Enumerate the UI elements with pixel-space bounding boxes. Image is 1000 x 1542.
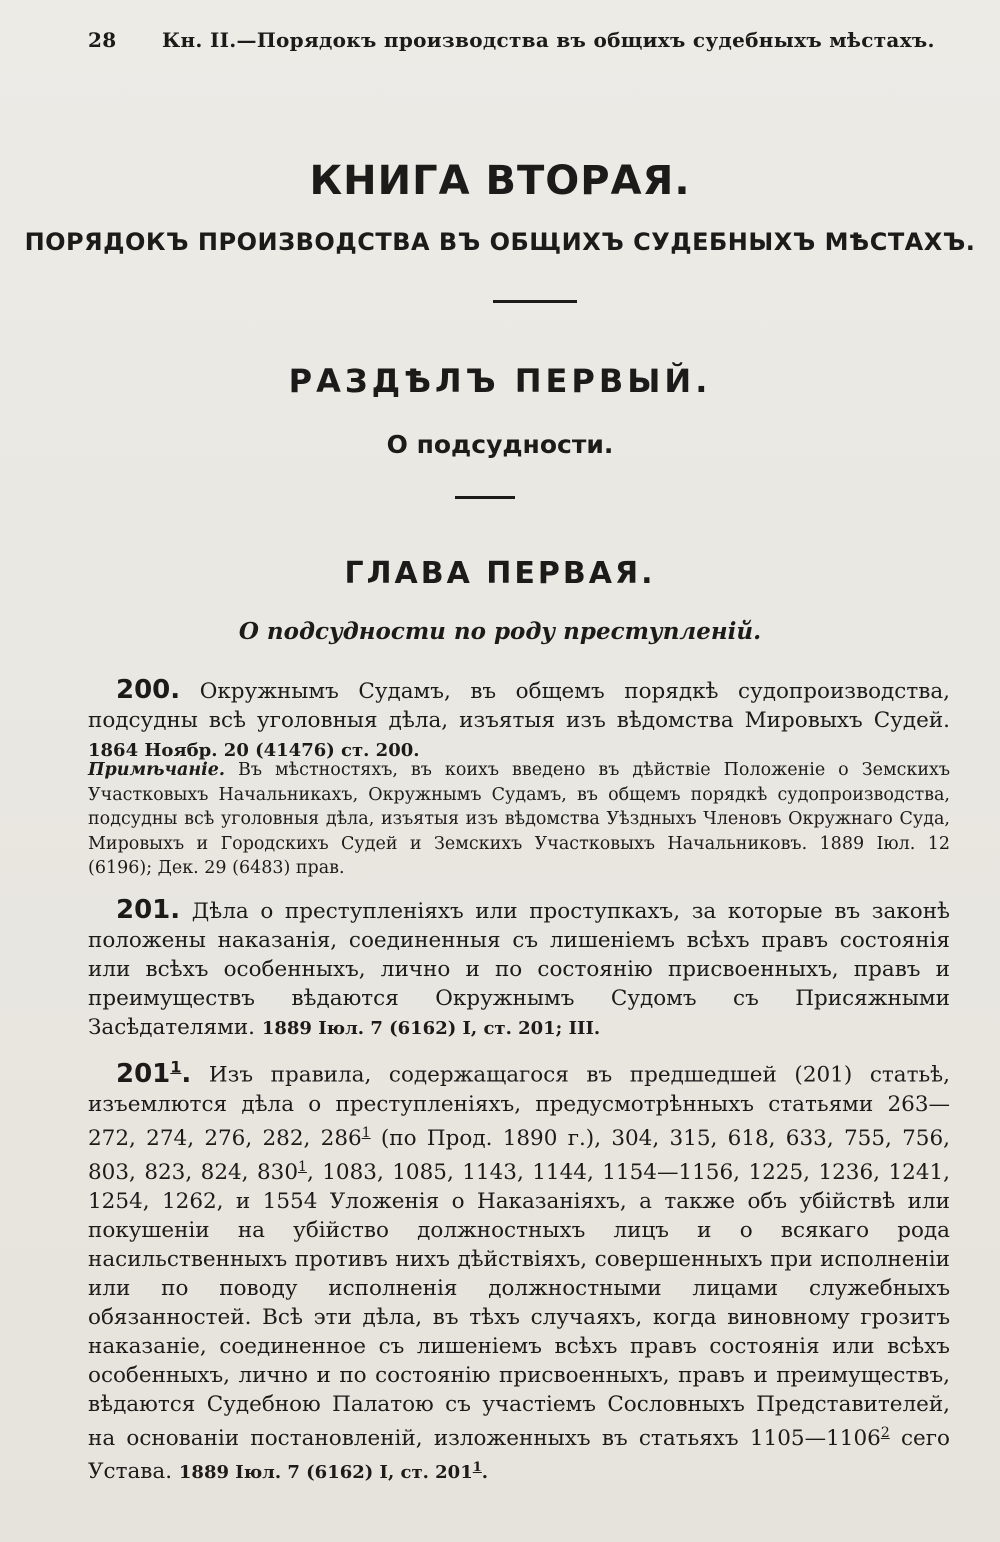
article-superscript-a: 1 <box>361 1124 371 1141</box>
article-text-d: сего Устава. <box>88 1426 950 1485</box>
running-head <box>88 28 935 52</box>
article-number: 200. <box>116 675 181 705</box>
note-200 <box>88 758 950 881</box>
article-number-superscript: 1 <box>170 1057 182 1076</box>
section-subtitle: О подсудности. <box>386 430 614 459</box>
article-superscript-b: 1 <box>298 1158 307 1175</box>
article-201-1 <box>88 1052 950 1487</box>
divider-rule <box>493 300 577 303</box>
citation-superscript: 1 <box>472 1460 482 1476</box>
book-subtitle: ПОРЯДОКЪ ПРОИЗВОДСТВА ВЪ ОБЩИХЪ СУДЕБНЫХЪ МѢСТАХЪ. <box>24 228 976 256</box>
section-title: РАЗДѢЛЪ ПЕРВЫЙ. <box>288 362 712 400</box>
article-superscript-c: 2 <box>880 1424 890 1441</box>
note-citation: 1889 Іюл. 12 (6196); Дек. 29 (6483) прав. <box>88 833 950 878</box>
divider-rule <box>455 496 515 499</box>
chapter-title: ГЛАВА ПЕРВАЯ. <box>344 556 656 591</box>
book-title: КНИГА ВТОРАЯ. <box>309 158 691 204</box>
article-citation: 1864 Ноябр. 20 (41476) ст. 200. <box>88 740 420 761</box>
article-text-c: , 1083, 1085, 1143, 1144, 1154—1156, 1225, 1236, 1241, 1254, 1262, и 1554 Уложенія о Наказаніяхъ, а также объ убійствѣ или покушеніи на убійство должностныхъ лицъ и о всякаго рода насильственныхъ противъ нихъ дѣйствіяхъ, совершенныхъ при исполненіи или по поводу исполненія должностными лицами служебныхъ обязанностей. Всѣ эти дѣла, въ тѣхъ случаяхъ, когда виновному грозитъ наказаніе, соединенное съ лишеніемъ всѣхъ правъ состоянія или всѣхъ особенныхъ, лично и по состоянію присвоенныхъ, правъ и преимуществъ, вѣдаются Судебною Палатою съ участіемъ Сословныхъ Представителей, на основаніи постановленій, изложенныхъ въ статьяхъ 1105—1106 <box>88 1159 951 1452</box>
chapter-subtitle: О подсудности по роду преступленій. <box>238 618 762 645</box>
note-text: Въ мѣстностяхъ, въ коихъ введено въ дѣйствіе Положеніе о Земскихъ Участковыхъ Начальникахъ, Окружнымъ Судамъ, въ общемъ порядкѣ судопроизводства, подсудны всѣ уголовныя дѣла, изъятыя изъ вѣдомства Уѣздныхъ Членовъ Окружнаго Суда, Мировыхъ и Городскихъ Судей и Земскихъ Участковыхъ Начальниковъ. <box>88 760 950 854</box>
article-citation: 1889 Іюл. 7 (6162) I, ст. 201; III. <box>261 1018 601 1039</box>
article-number-main: 201 <box>116 1058 171 1089</box>
article-text-a: Изъ правила, содержащагося въ предшедшей (201) статьѣ, изъемлются дѣла о преступленіяхъ, предусмотрѣнныхъ статьями 263—272, 274, 276, 282, 286 <box>88 1062 950 1151</box>
citation-main: 1889 Іюл. 7 (6162) I, ст. 201 <box>178 1462 473 1484</box>
article-text: Дѣла о преступленіяхъ или проступкахъ, за которые въ законѣ положены наказанія, соединенныя съ лишеніемъ всѣхъ правъ состоянія или всѣхъ особенныхъ, лично и по состоянію присвоенныхъ, правъ и преимуществъ вѣдаются Окружнымъ Судомъ съ Присяжными Засѣдателями. <box>88 899 950 1040</box>
note-label: Примѣчаніе. <box>88 760 225 780</box>
article-number: $201^1$. <box>116 1057 192 1089</box>
citation-end: . <box>481 1462 489 1484</box>
article-201 <box>88 896 950 1043</box>
article-citation <box>179 1462 488 1483</box>
page-number: 28 <box>88 28 117 52</box>
article-number: 201. <box>116 895 181 925</box>
article-text-b: (по Прод. 1890 г.), 304, 315, 618, 633, 755, 756, 803, 823, 824, 830 <box>88 1125 951 1185</box>
article-text: Окружнымъ Судамъ, въ общемъ порядкѣ судопроизводства, подсудны всѣ уголовныя дѣла, изъятыя изъ вѣдомства Мировыхъ Судей. <box>88 679 950 733</box>
article-200 <box>88 676 950 765</box>
running-head-text: Кн. II.—Порядокъ производства въ общихъ судебныхъ мѣстахъ. <box>162 28 935 52</box>
